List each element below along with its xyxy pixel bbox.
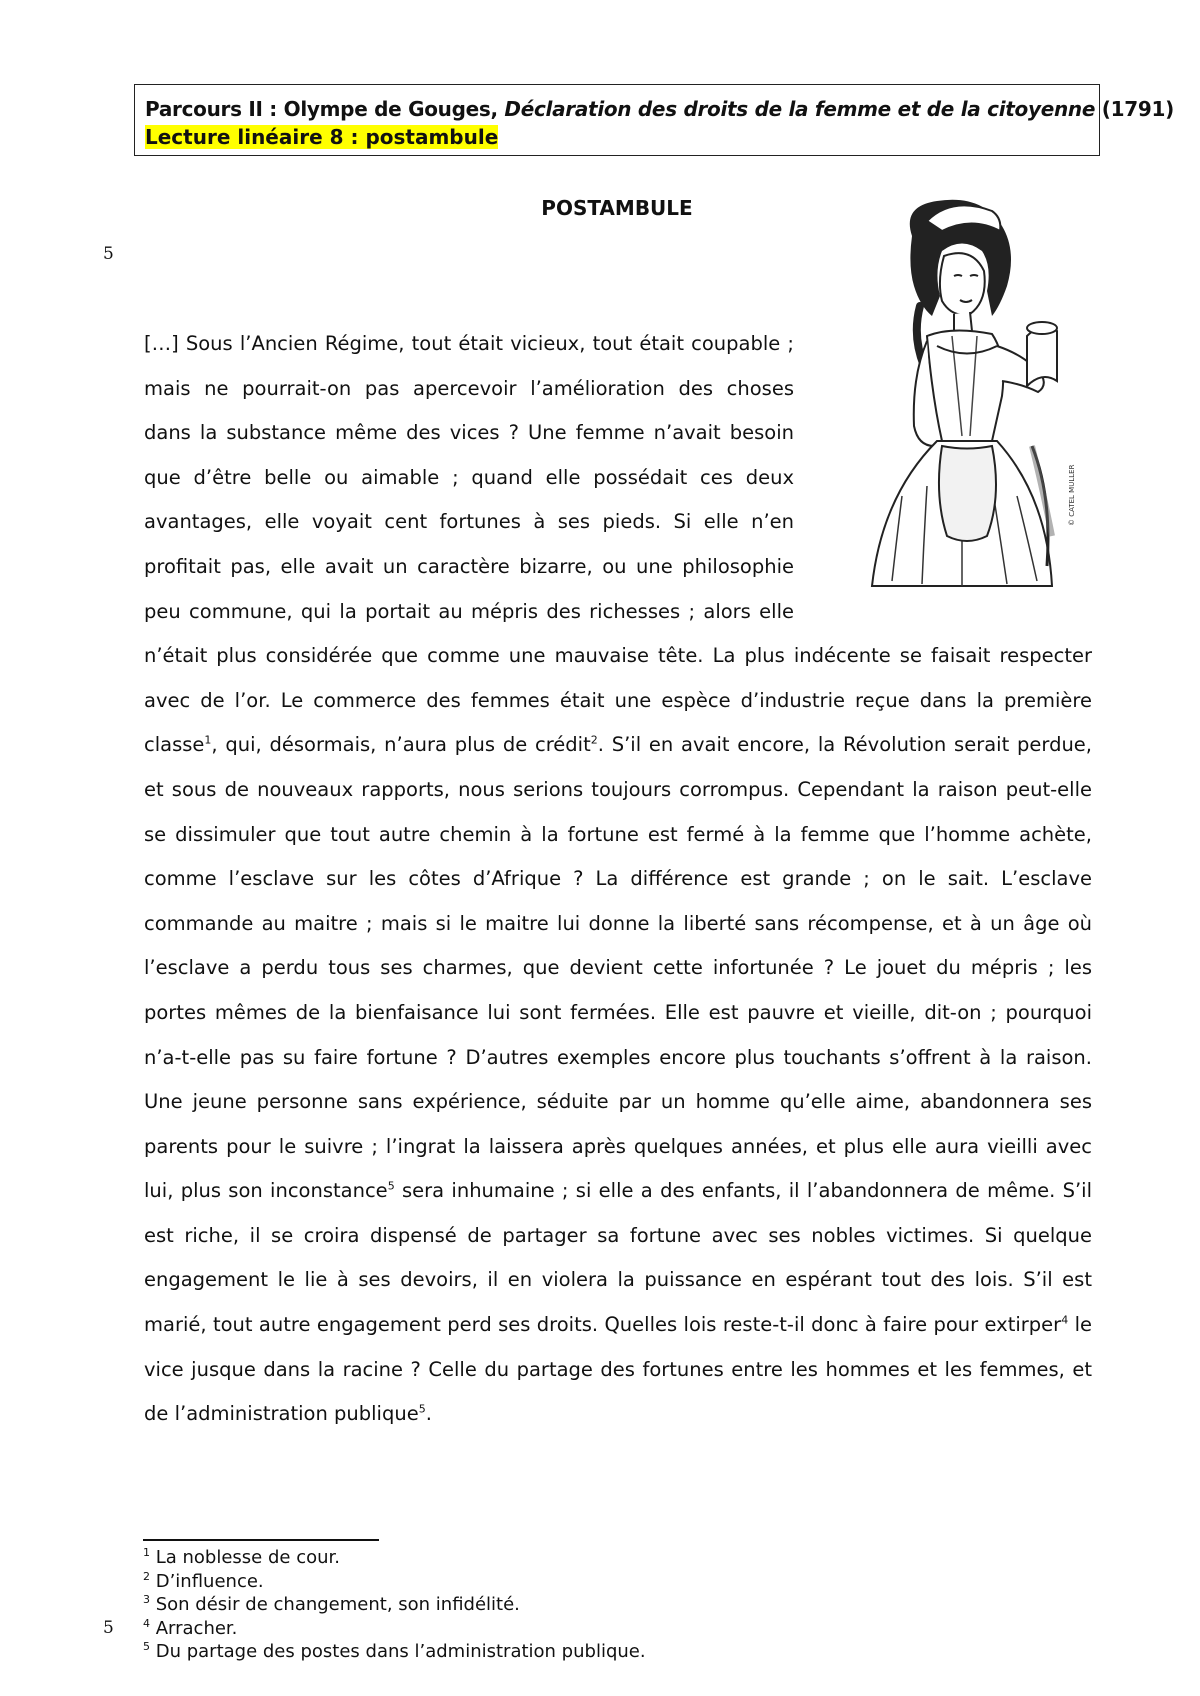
paragraph-text: le vice jusque dans la racine ? Celle du partage des fortunes entre les hommes et les femmes, et de l’administration publique: [144, 1313, 1092, 1426]
footnote: $^2$ D’influence.: [143, 1569, 264, 1592]
paragraph-text: . S’il en avait encore, la Révolution serait perdue, et sous de nouveaux rapports, nous serions toujours corrompus. Cependant la raison peut-elle se dissimuler que tout autre chemin à la fortune est fermé à la femme que l’homme achète, comme l’esclave sur les côtes d’Afrique ? La différence est grande ; on le sait. L’esclave commande au maitre ; mais si le maitre lui donne la liberté sans récompense, et à un âge où l’esclave a perdu tous ses charmes, que devient cette infortunée ? Le jouet du mépris ; les portes mêmes de la bienfaisance lui sont fermées. Elle est pauvre et vieille, dit-on ; pourquoi n’a-t-elle pas su faire fortune ? D’autres exemples encore plus touchants s’offrent à la raison. Une jeune personne sans expérience, séduite par un homme qu’elle aime, abandonnera ses parents pour le suivre ; l’ingrat la laissera après quelques années, et plus elle aura vieilli avec lui, plus son inconstance: [144, 733, 1092, 1203]
text-line: profitait pas, elle avait un caractère bizarre, ou une philosophie: [144, 554, 794, 578]
footnotes: [143, 1546, 1043, 1664]
paragraph-text: n’était plus considérée que comme une mauvaise tête. La plus indécente se faisait respecter avec de l’or. Le commerce des femmes était une espèce d’industrie reçue dans la première classe: [144, 644, 1092, 757]
text-line: peu commune, qui la portait au mépris des richesses ; alors elle: [144, 599, 794, 623]
paragraph-text: sera inhumaine ; si elle a des enfants, il l’abandonnera de même. S’il est riche, il se croira dispensé de partager sa fortune avec ses nobles victimes. Si quelque engagement le lie à ses devoirs, il en violera la puissance en espérant tout des lois. S’il est marié, tout autre engagement perd ses droits. Quelles lois reste-t-il donc à faire pour extirper: [144, 1179, 1092, 1337]
margin-line-number: 5: [103, 244, 114, 264]
footnote-ref: 4: [1061, 1313, 1069, 1327]
footnote: $^5$ Du partage des postes dans l’administration publique.: [143, 1640, 646, 1662]
footnote-ref: 2: [590, 733, 598, 747]
footnote: $^4$ Arracher.: [143, 1616, 238, 1639]
paragraph-text: .: [425, 1402, 432, 1426]
text-line: […] Sous l’Ancien Régime, tout était vicieux, tout était coupable ;: [144, 332, 794, 355]
footnote-ref: 5: [418, 1402, 426, 1416]
header-title: Parcours II : Olympe de Gouges, Déclaration des droits de la femme et de la citoyenne (1791): [145, 97, 1174, 121]
footnote: $^1$ La noblesse de cour.: [143, 1546, 340, 1568]
page-heading: POSTAMBULE: [541, 196, 693, 220]
margin-line-number: 5: [103, 1618, 114, 1638]
text-line: dans la substance même des vices ? Une femme n’avait besoin: [144, 421, 794, 445]
text-line: que d’être belle ou aimable ; quand elle possédait ces deux: [144, 465, 794, 489]
postambule-text: [144, 322, 1092, 1437]
paragraph-text: , qui, désormais, n’aura plus de crédit: [211, 733, 591, 757]
footnote-ref: 1: [204, 733, 212, 747]
text-line: mais ne pourrait-on pas apercevoir l’amélioration des choses: [144, 376, 794, 400]
footnote: $^3$ Son désir de changement, son infidélité.: [143, 1593, 520, 1615]
work-title: Déclaration des droits de la femme et de la citoyenne: [504, 97, 1096, 121]
header-subtitle: Lecture linéaire 8 : postambule: [145, 125, 499, 149]
illustration-credit: © CATEL MULLER: [1068, 464, 1076, 526]
footnote-ref: 5: [387, 1179, 395, 1193]
text-line: avantages, elle voyait cent fortunes à ses pieds. Si elle n’en: [144, 510, 794, 534]
footnote-separator: [143, 1539, 379, 1541]
header-box: [134, 84, 1174, 156]
